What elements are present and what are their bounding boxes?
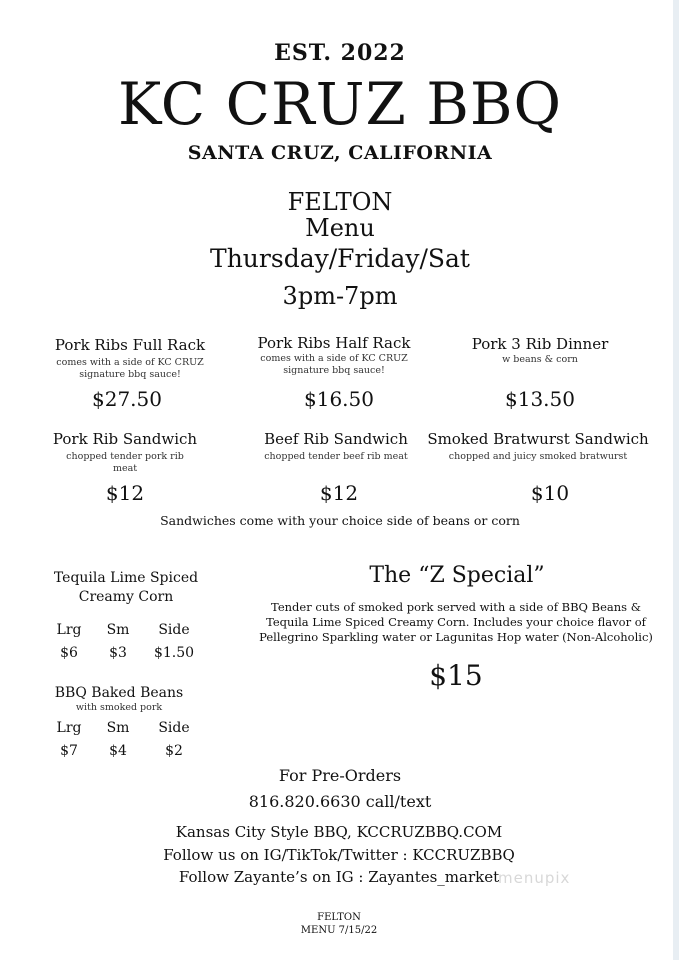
menu-item-description: chopped and juicy smoked bratwurst xyxy=(448,451,628,462)
footer-note: FELTON MENU 7/15/22 xyxy=(300,912,378,936)
service-days: Thursday/Friday/Sat xyxy=(210,244,470,273)
side-title: Tequila Lime Spiced Creamy Corn xyxy=(53,570,199,605)
page-edge xyxy=(673,0,679,960)
side-title: BBQ Baked Beans xyxy=(54,685,184,701)
menu-item-price: $27.50 xyxy=(92,387,162,411)
menu-item-name: Beef Rib Sandwich xyxy=(264,430,408,448)
menu-item-price: $12 xyxy=(105,481,145,505)
sandwich-note: Sandwiches come with your choice side of beans or corn xyxy=(160,513,520,528)
side-size-label: Sm xyxy=(106,622,130,638)
menu-location: FELTON xyxy=(287,188,393,216)
menu-item-name: Pork Ribs Half Rack xyxy=(257,334,411,352)
service-hours: 3pm-7pm xyxy=(282,282,398,310)
special-price: $15 xyxy=(429,659,483,692)
side-price: $2 xyxy=(165,743,183,759)
side-size-label: Lrg xyxy=(56,622,82,638)
menu-item-price: $13.50 xyxy=(505,387,575,411)
menu-item-description: comes with a side of KC CRUZ signature bbq sauce! xyxy=(260,353,408,376)
established-year: EST. 2022 xyxy=(274,40,406,66)
menu-item-description: comes with a side of KC CRUZ signature bbq sauce! xyxy=(56,357,204,380)
side-price: $6 xyxy=(60,645,78,661)
side-price: $3 xyxy=(109,645,127,661)
side-size-label: Side xyxy=(158,720,190,736)
menu-item-description: chopped tender beef rib meat xyxy=(264,451,408,462)
menu-item-description: chopped tender pork rib meat xyxy=(66,451,184,474)
zayante-line: Follow Zayante’s on IG : Zayantes_market xyxy=(178,868,500,886)
menu-item-name: Pork Rib Sandwich xyxy=(52,430,198,448)
menu-item-name: Pork Ribs Full Rack xyxy=(54,336,206,354)
side-price: $4 xyxy=(109,743,127,759)
menu-item-name: Pork 3 Rib Dinner xyxy=(471,335,609,353)
business-name: KC CRUZ BBQ xyxy=(117,70,563,138)
business-location: SANTA CRUZ, CALIFORNIA xyxy=(187,142,493,164)
side-size-label: Side xyxy=(158,622,190,638)
side-price: $1.50 xyxy=(153,645,195,661)
preorder-label: For Pre-Orders xyxy=(278,766,402,785)
menu-item-price: $10 xyxy=(530,481,570,505)
menu-item-name: Smoked Bratwurst Sandwich xyxy=(427,430,649,448)
menu-item-description: w beans & corn xyxy=(502,354,578,365)
side-price: $7 xyxy=(60,743,78,759)
side-subtitle: with smoked pork xyxy=(75,702,163,713)
menu-item-price: $16.50 xyxy=(304,387,374,411)
side-size-label: Lrg xyxy=(56,720,82,736)
phone-number: 816.820.6630 call/text xyxy=(248,792,432,811)
special-title: The “Z Special” xyxy=(369,563,545,588)
menu-label: Menu xyxy=(305,214,375,242)
social-line: Follow us on IG/TikTok/Twitter : KCCRUZBBQ xyxy=(163,846,515,864)
watermark: menupix xyxy=(498,869,571,887)
special-description: Tender cuts of smoked pork served with a side of BBQ Beans & Tequila Lime Spiced Creamy Corn. Includes your choice flavor of Pellegrino Sparkling water or Lagunitas Hop water (Non-Alcoholic) xyxy=(259,600,653,644)
side-size-label: Sm xyxy=(106,720,130,736)
menu-item-price: $12 xyxy=(319,481,359,505)
website-line: Kansas City Style BBQ, KCCRUZBBQ.COM xyxy=(175,823,503,841)
